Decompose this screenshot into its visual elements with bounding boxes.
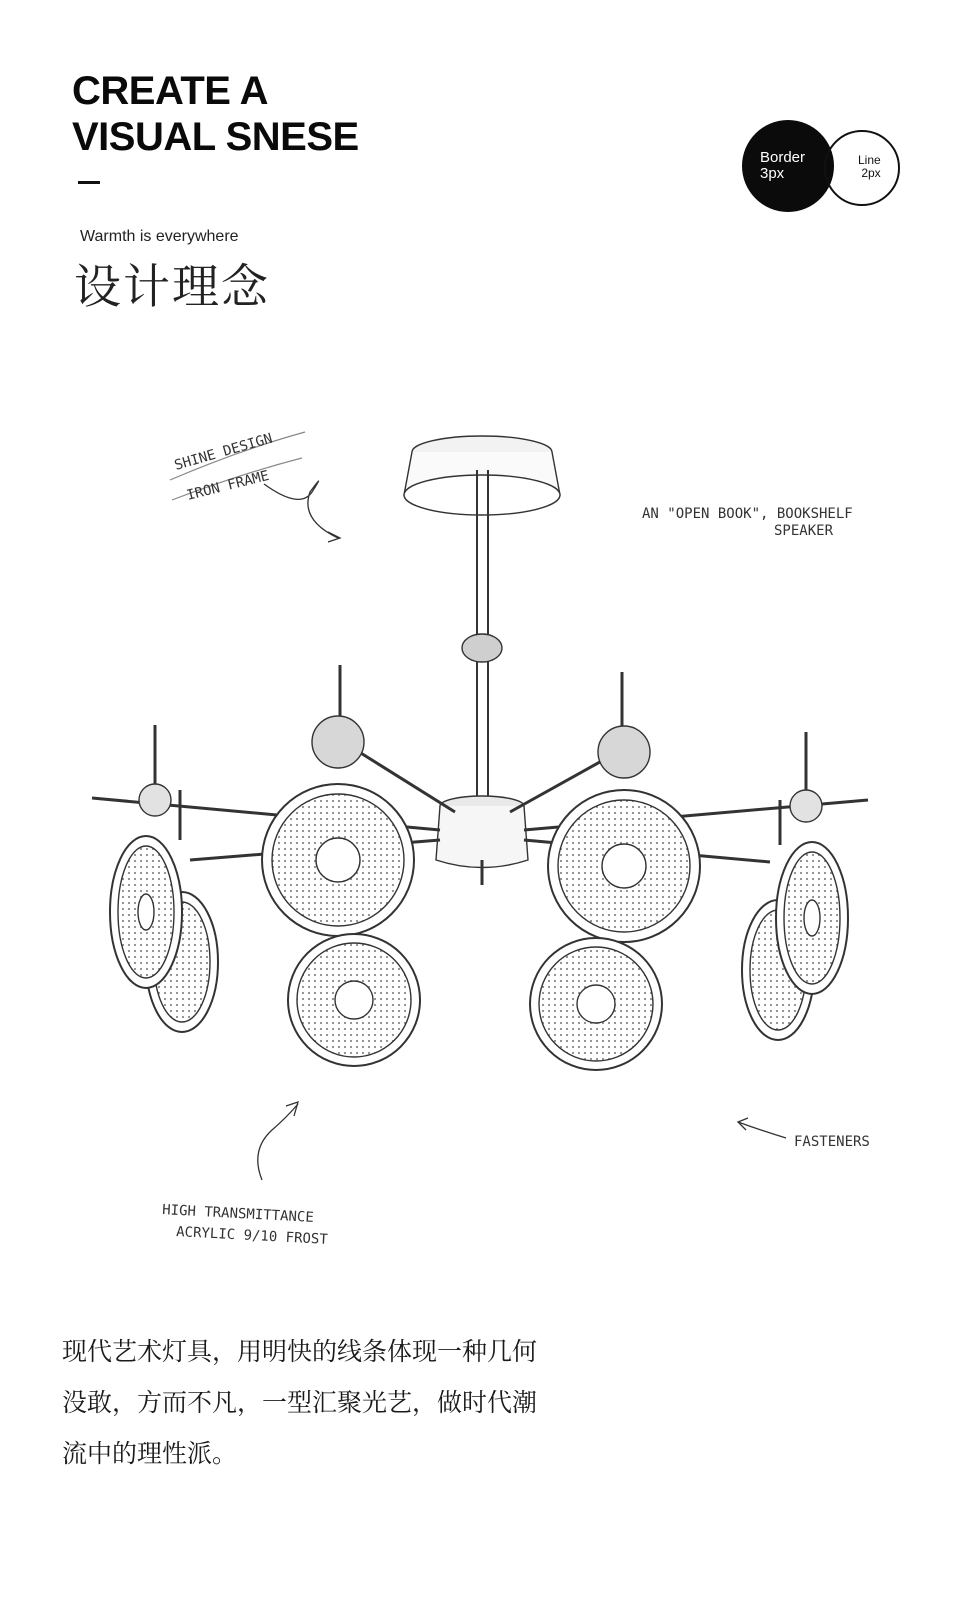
annotation-open-book: AN "OPEN BOOK", BOOKSHELF [642,506,853,522]
ring-left-front [262,784,414,936]
line-weight-badge [742,120,902,216]
description-line-3: 流中的理性派。 [62,1439,238,1468]
ring-far-right [742,842,848,1040]
line-label-size: 2px [861,166,881,180]
annotation-fasteners: FASTENERS [794,1134,870,1150]
ring-right-front [548,790,700,942]
description-paragraph [62,1326,662,1479]
description-line-1: 现代艺术灯具，用明快的线条体现一种几何 [62,1337,538,1366]
line-label [858,154,881,180]
annotation-acrylic-1: HIGH TRANSMITTANCE [161,1202,315,1226]
ring-left-lower [288,934,420,1066]
headline [72,68,359,160]
ring-right-lower [530,938,662,1070]
annotation-acrylic-2: ACRYLIC 9/10 FROST [175,1224,329,1248]
border-label-word: Border [760,149,806,166]
description-line-2: 没敢，方而不凡，一型汇聚光艺，做时代潮 [62,1388,538,1417]
line-label-word: Line [858,153,881,167]
headline-line-2: VISUAL SNESE [72,115,359,159]
annotation-speaker: SPEAKER [774,523,834,539]
ring-far-left [110,836,218,1032]
ceiling-canopy [404,436,560,515]
subtitle-english: Warmth is everywhere [80,228,239,245]
annotation-shine-design: SHINE DESIGN [172,430,275,474]
headline-dash [78,181,100,184]
border-label [760,150,805,182]
chandelier-sketch [0,360,980,1260]
annotation-iron-frame: IRON FRAME [185,467,271,504]
border-label-size: 3px [760,165,785,182]
headline-line-1: CREATE A [72,69,268,113]
subtitle-chinese: 设计理念 [74,260,270,315]
